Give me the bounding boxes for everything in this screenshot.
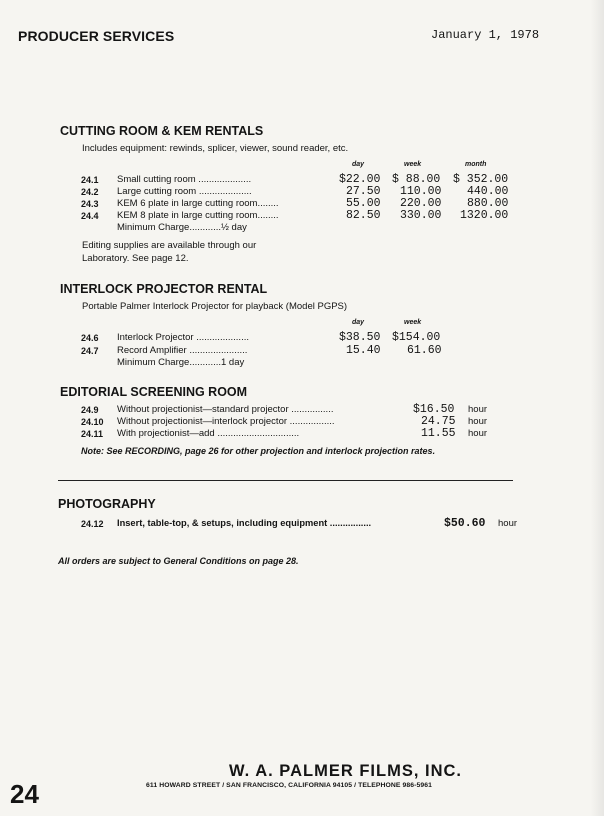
item-number: 24.11 (81, 429, 104, 439)
photography-title: PHOTOGRAPHY (58, 497, 156, 511)
price-month: 440.00 (467, 185, 509, 198)
item-label: Without projectionist—standard projector ................ (117, 404, 334, 415)
price-week: $ 88.00 (392, 173, 441, 186)
price-day: 27.50 (346, 185, 381, 198)
item-number: 24.3 (81, 199, 99, 209)
item-number: 24.10 (81, 417, 104, 427)
section-divider (58, 480, 513, 481)
price-month: 880.00 (467, 197, 509, 210)
interlock-minimum-charge: Minimum Charge............1 day (117, 357, 245, 368)
cutting-room-description: Includes equipment: rewinds, splicer, viewer, sound reader, etc. (82, 143, 349, 154)
item-label: Small cutting room .................... (117, 174, 252, 185)
item-label: Large cutting room .................... (117, 186, 252, 197)
screening-room-title: EDITORIAL SCREENING ROOM (60, 385, 248, 399)
editing-supplies-line-1: Editing supplies are available through our (82, 240, 257, 251)
price-week: 330.00 (400, 209, 442, 222)
item-label: Interlock Projector .................... (117, 332, 249, 343)
item-label: KEM 6 plate in large cutting room........ (117, 198, 279, 209)
item-label: Without projectionist—interlock projector ................. (117, 416, 335, 427)
price-unit: hour (468, 428, 488, 439)
cutting-room-minimum-charge: Minimum Charge............½ day (117, 222, 247, 233)
col-day-header: day (352, 161, 365, 168)
price-month: 1320.00 (460, 209, 509, 222)
interlock-title: INTERLOCK PROJECTOR RENTAL (60, 282, 268, 296)
price-day: $22.00 (339, 173, 381, 186)
price-month: $ 352.00 (453, 173, 509, 186)
item-number: 24.9 (81, 405, 99, 415)
item-number: 24.12 (81, 519, 104, 529)
col-day-header: day (352, 319, 365, 326)
price-unit: hour (468, 416, 488, 427)
price-hour: 24.75 (421, 415, 456, 428)
col-week-header: week (404, 161, 422, 168)
company-name: W. A. PALMER FILMS, INC. (229, 762, 462, 780)
item-label: With projectionist—add ............................... (117, 428, 300, 439)
price-week: 220.00 (400, 197, 442, 210)
col-week-header: week (404, 319, 422, 326)
page-date: January 1, 1978 (431, 28, 540, 42)
item-number: 24.2 (81, 187, 99, 197)
item-number: 24.6 (81, 333, 99, 343)
item-number: 24.1 (81, 175, 99, 185)
general-conditions-note: All orders are subject to General Conditions on page 28. (58, 556, 299, 566)
page-edge-shadow (590, 0, 604, 816)
item-number: 24.7 (81, 346, 99, 356)
price-day: 55.00 (346, 197, 381, 210)
interlock-description: Portable Palmer Interlock Projector for playback (Model PGPS) (82, 301, 348, 312)
item-number: 24.4 (81, 211, 99, 221)
price-unit: hour (498, 518, 518, 529)
company-address: 611 HOWARD STREET / SAN FRANCISCO, CALIFORNIA 94105 / TELEPHONE 986-5961 (146, 782, 433, 789)
item-label: Record Amplifier ...................... (117, 345, 248, 356)
cutting-room-title: CUTTING ROOM & KEM RENTALS (60, 124, 264, 138)
screening-note: Note: See RECORDING, page 26 for other projection and interlock projection rates. (81, 446, 436, 456)
price-hour: $16.50 (413, 403, 455, 416)
price-day: 82.50 (346, 209, 381, 222)
item-label: Insert, table-top, & setups, including equipment ................ (117, 518, 372, 528)
price-day: $38.50 (339, 331, 381, 344)
col-month-header: month (465, 161, 487, 168)
section-title: PRODUCER SERVICES (18, 28, 175, 44)
price-week: 110.00 (400, 185, 442, 198)
item-label: KEM 8 plate in large cutting room........ (117, 210, 279, 221)
page-number: 24 (10, 779, 39, 809)
price-day: 15.40 (346, 344, 381, 357)
price-week: $154.00 (392, 331, 441, 344)
price-hour: $50.60 (444, 517, 486, 530)
editing-supplies-line-2: Laboratory. See page 12. (82, 253, 189, 264)
price-hour: 11.55 (421, 427, 456, 440)
price-unit: hour (468, 404, 488, 415)
price-week: 61.60 (407, 344, 442, 357)
